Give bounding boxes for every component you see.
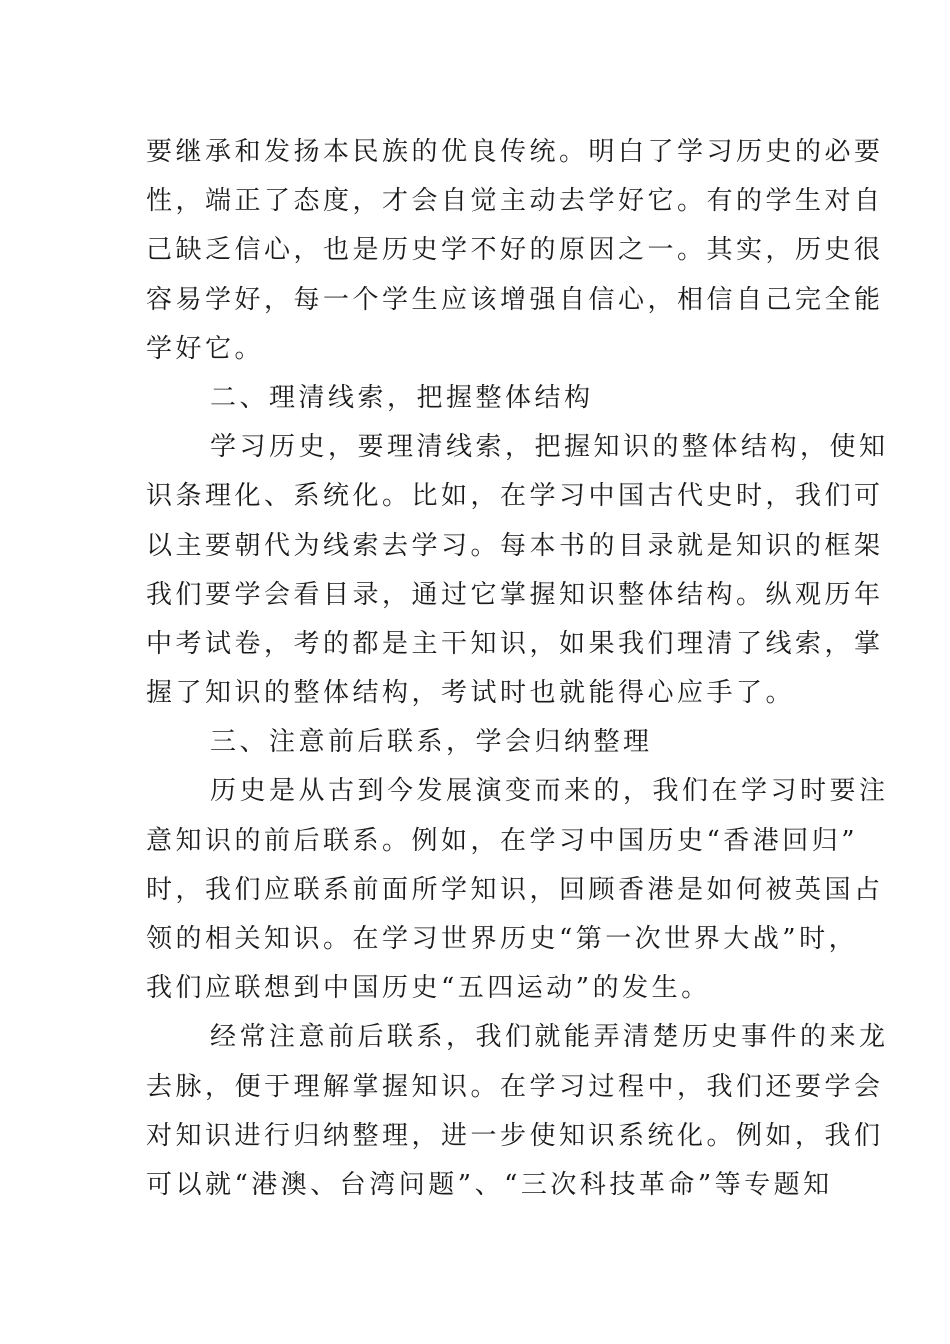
text-line: 学好它。 bbox=[146, 333, 265, 364]
text-line: 要继承和发扬本民族的优良传统。明白了学习历史的必要 bbox=[146, 137, 884, 167]
text-line: 三、注意前后联系，学会归纳整理 bbox=[210, 727, 653, 758]
text-line: 时，我们应联系前面所学知识，回顾香港是如何被英国占 bbox=[146, 874, 884, 905]
text-line: 可以就“港澳、台湾问题”、“三次科技革命”等专题知 bbox=[146, 1169, 833, 1200]
text-line: 经常注意前后联系，我们就能弄清楚历史事件的来龙 bbox=[210, 1022, 889, 1053]
text-line: 我们应联想到中国历史“五四运动”的发生。 bbox=[146, 973, 711, 1004]
text-line: 以主要朝代为线索去学习。每本书的目录就是知识的框架 bbox=[146, 530, 884, 561]
text-line: 领的相关知识。在学习世界历史“第一次世界大战”时， bbox=[146, 924, 859, 954]
document-page bbox=[146, 128, 889, 1210]
text-line: 学习历史，要理清线索，把握知识的整体结构，使知 bbox=[210, 432, 889, 463]
text-line: 对知识进行归纳整理，进一步使知识系统化。例如，我们 bbox=[146, 1120, 884, 1151]
text-line: 意知识的前后联系。例如，在学习中国历史“香港回归” bbox=[146, 825, 859, 856]
text-line: 容易学好，每一个学生应该增强自信心，相信自己完全能 bbox=[146, 284, 884, 315]
text-line: 己缺乏信心，也是历史学不好的原因之一。其实，历史很 bbox=[146, 235, 884, 266]
text-line: 性，端正了态度，才会自觉主动去学好它。有的学生对自 bbox=[146, 186, 884, 217]
text-line: 握了知识的整体结构，考试时也就能得心应手了。 bbox=[146, 678, 796, 709]
text-line: 中考试卷，考的都是主干知识，如果我们理清了线索，掌 bbox=[146, 628, 884, 659]
text-line: 历史是从古到今发展演变而来的，我们在学习时要注 bbox=[210, 776, 889, 807]
text-line: 二、理清线索，把握整体结构 bbox=[210, 382, 594, 413]
text-line: 去脉，便于理解掌握知识。在学习过程中，我们还要学会 bbox=[146, 1071, 884, 1102]
text-line: 识条理化、系统化。比如，在学习中国古代史时，我们可 bbox=[146, 481, 884, 512]
text-line: 我们要学会看目录，通过它掌握知识整体结构。纵观历年 bbox=[146, 579, 884, 610]
